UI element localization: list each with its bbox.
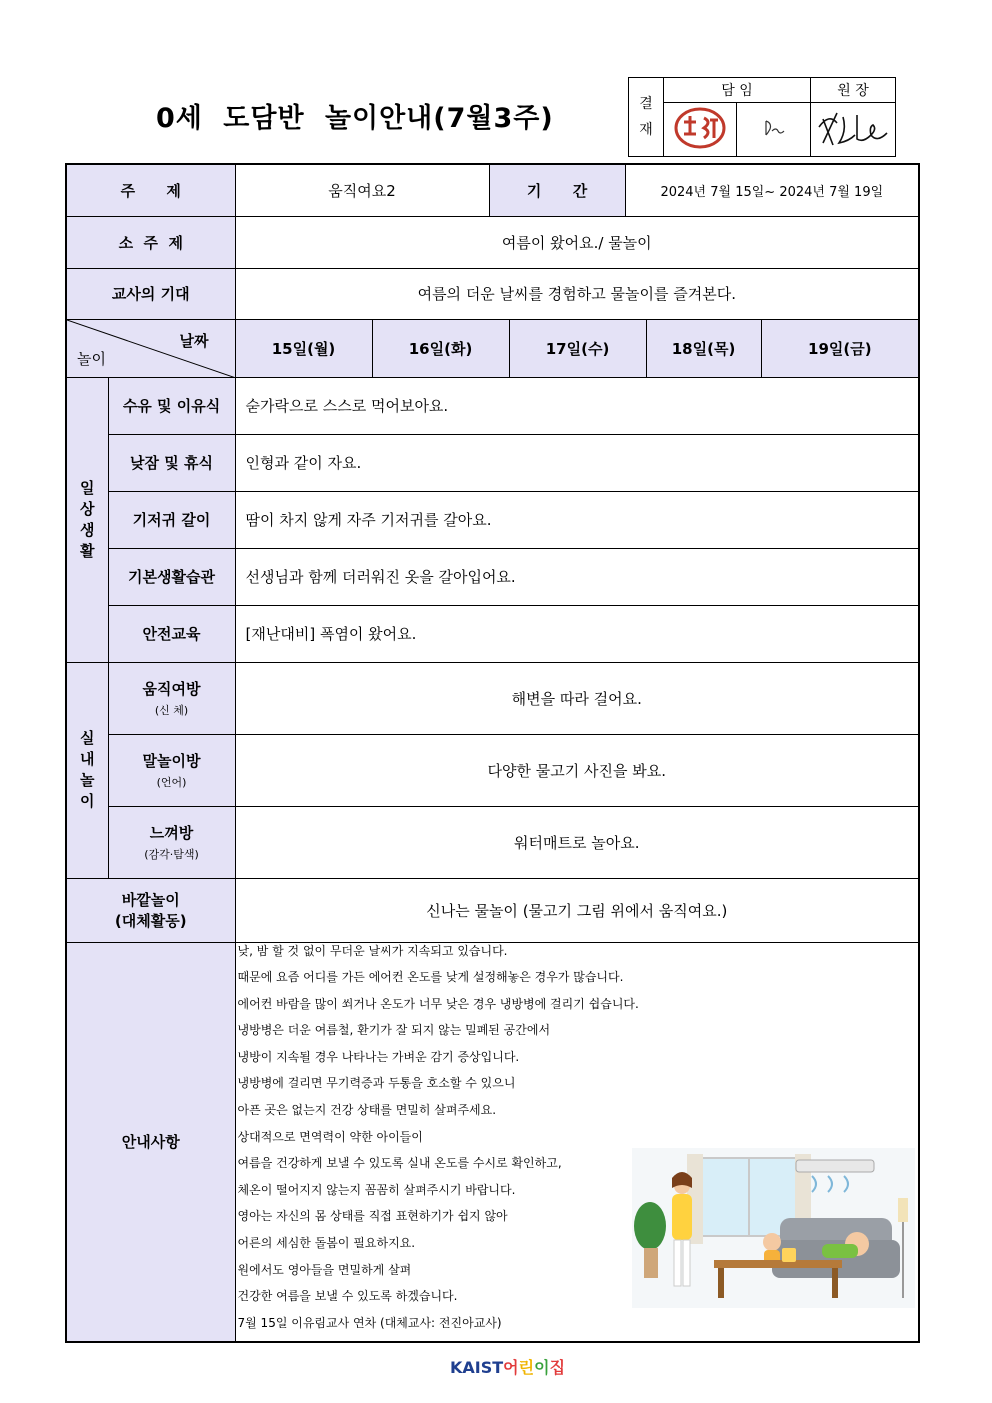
teacher-signature bbox=[737, 103, 811, 157]
daily-row bbox=[66, 605, 919, 662]
notice-line: 냉방이 지속될 경우 나타나는 가벼운 감기 증상입니다. bbox=[237, 1049, 520, 1064]
expectation-label: 교사의 기대 bbox=[66, 268, 235, 319]
notice-line: 상대적으로 면역력이 약한 아이들이 bbox=[237, 1129, 423, 1144]
outdoor-label: 바깥놀이 (대체활동) bbox=[66, 878, 235, 942]
expectation-value: 여름의 더운 날씨를 경험하고 물놀이를 즐겨본다. bbox=[235, 268, 919, 319]
daily-label-0: 수유 및 이유식 bbox=[108, 377, 235, 434]
indoor-value-0: 해변을 따라 걸어요. bbox=[235, 662, 919, 734]
page-title bbox=[156, 96, 554, 135]
daily-label-3: 기본생활습관 bbox=[108, 548, 235, 605]
daily-row bbox=[66, 377, 919, 434]
outdoor-row bbox=[66, 878, 919, 942]
notice-line: 낮, 밤 할 것 없이 무더운 날씨가 지속되고 있습니다. bbox=[237, 943, 508, 958]
daily-label-1: 낮잠 및 휴식 bbox=[108, 434, 235, 491]
indoor-row bbox=[66, 662, 919, 734]
title-name: 놀이안내(7월3주) bbox=[324, 103, 554, 134]
subtopic-row bbox=[66, 216, 919, 268]
notice-line: 때문에 요즘 어디를 가든 에어컨 온도를 낮게 설정해놓은 경우가 많습니다. bbox=[237, 970, 624, 985]
notice-line: 체온이 떨어지지 않는지 꼼꼼히 살펴주시기 바랍니다. bbox=[237, 1182, 516, 1197]
topic-row bbox=[66, 164, 919, 216]
daily-value-1: 인형과 같이 자요. bbox=[235, 434, 919, 491]
notice-line: 어른의 세심한 돌봄이 필요하지요. bbox=[237, 1236, 416, 1251]
daily-value-4: [재난대비] 폭염이 왔어요. bbox=[235, 605, 919, 662]
notice-line: 아픈 곳은 없는지 건강 상태를 면밀히 살펴주세요. bbox=[237, 1103, 497, 1118]
indoor-value-1: 다양한 물고기 사진을 봐요. bbox=[235, 734, 919, 806]
daily-value-3: 선생님과 함께 더러워진 옷을 갈아입어요. bbox=[235, 548, 919, 605]
indoor-label-1: 말놀이방 (언어) bbox=[108, 734, 235, 806]
indoor-row bbox=[66, 734, 919, 806]
daily-label-4: 안전교육 bbox=[108, 605, 235, 662]
daily-value-2: 땀이 차지 않게 자주 기저귀를 갈아요. bbox=[235, 491, 919, 548]
diagonal-header-cell bbox=[66, 319, 235, 377]
notice-line: 7월 15일 이유림교사 연차 (대체교사: 전진아교사) bbox=[237, 1315, 502, 1330]
daily-row bbox=[66, 548, 919, 605]
notice-line: 건강한 여름을 보낼 수 있도록 하겠습니다. bbox=[237, 1289, 458, 1304]
date-label: 날짜 bbox=[179, 331, 209, 350]
indoor-label-2: 느껴방 (감각·탐색) bbox=[108, 806, 235, 878]
daily-value-0: 숟가락으로 스스로 먹어보아요. bbox=[235, 377, 919, 434]
day-2: 17일(수) bbox=[509, 319, 646, 377]
approval-box bbox=[628, 77, 896, 157]
outdoor-value: 신나는 물놀이 (물고기 그림 위에서 움직여요.) bbox=[235, 878, 919, 942]
daily-label-2: 기저귀 갈이 bbox=[108, 491, 235, 548]
approval-label: 결 재 bbox=[629, 78, 664, 157]
day-header-row bbox=[66, 319, 919, 377]
notice-line: 영아는 자신의 몸 상태를 직접 표현하기가 쉽지 않아 bbox=[237, 1209, 508, 1224]
daily-row bbox=[66, 434, 919, 491]
day-0: 15일(월) bbox=[235, 319, 372, 377]
daily-group-label: 일 상 생 활 bbox=[66, 377, 108, 662]
play-label: 놀이 bbox=[77, 349, 106, 368]
title-class: 도담반 bbox=[223, 103, 305, 134]
day-3: 18일(목) bbox=[646, 319, 761, 377]
topic-value: 움직여요2 bbox=[235, 164, 489, 216]
kaist-logo: KAIST어린이집 bbox=[450, 1358, 566, 1377]
indoor-value-2: 워터매트로 놀아요. bbox=[235, 806, 919, 878]
indoor-row bbox=[66, 806, 919, 878]
indoor-label-0: 움직여방 (신 체) bbox=[108, 662, 235, 734]
subtopic-value: 여름이 왔어요./ 물놀이 bbox=[235, 216, 919, 268]
teacher-seal bbox=[664, 103, 737, 157]
indoor-group-label: 실 내 놀 이 bbox=[66, 662, 108, 878]
approval-teacher-header: 담 임 bbox=[664, 78, 811, 103]
notice-line: 냉방병은 더운 여름철, 환기가 잘 되지 않는 밀폐된 공간에서 bbox=[237, 1023, 551, 1038]
notice-line: 냉방병에 걸리면 무기력증과 두통을 호소할 수 있으니 bbox=[237, 1076, 516, 1091]
daily-row bbox=[66, 491, 919, 548]
subtopic-label: 소 주 제 bbox=[66, 216, 235, 268]
title-age: 0세 bbox=[156, 103, 203, 134]
period-value: 2024년 7월 15일~ 2024년 7월 19일 bbox=[625, 164, 919, 216]
notice-line: 여름을 건강하게 보낼 수 있도록 실내 온도를 수시로 확인하고, bbox=[237, 1156, 562, 1171]
period-label: 기 간 bbox=[489, 164, 625, 216]
topic-label: 주 제 bbox=[66, 164, 235, 216]
approval-director-header: 원 장 bbox=[811, 78, 896, 103]
notice-line: 원에서도 영아들을 면밀하게 살펴 bbox=[237, 1262, 412, 1277]
summer-room-illustration bbox=[632, 1148, 915, 1308]
director-signature bbox=[811, 103, 896, 157]
notice-label: 안내사항 bbox=[66, 942, 235, 1342]
expectation-row bbox=[66, 268, 919, 319]
notice-line: 에어컨 바람을 많이 쐬거나 온도가 너무 낮은 경우 냉방병에 걸리기 쉽습니다. bbox=[237, 996, 639, 1011]
day-4: 19일(금) bbox=[761, 319, 919, 377]
day-1: 16일(화) bbox=[372, 319, 509, 377]
